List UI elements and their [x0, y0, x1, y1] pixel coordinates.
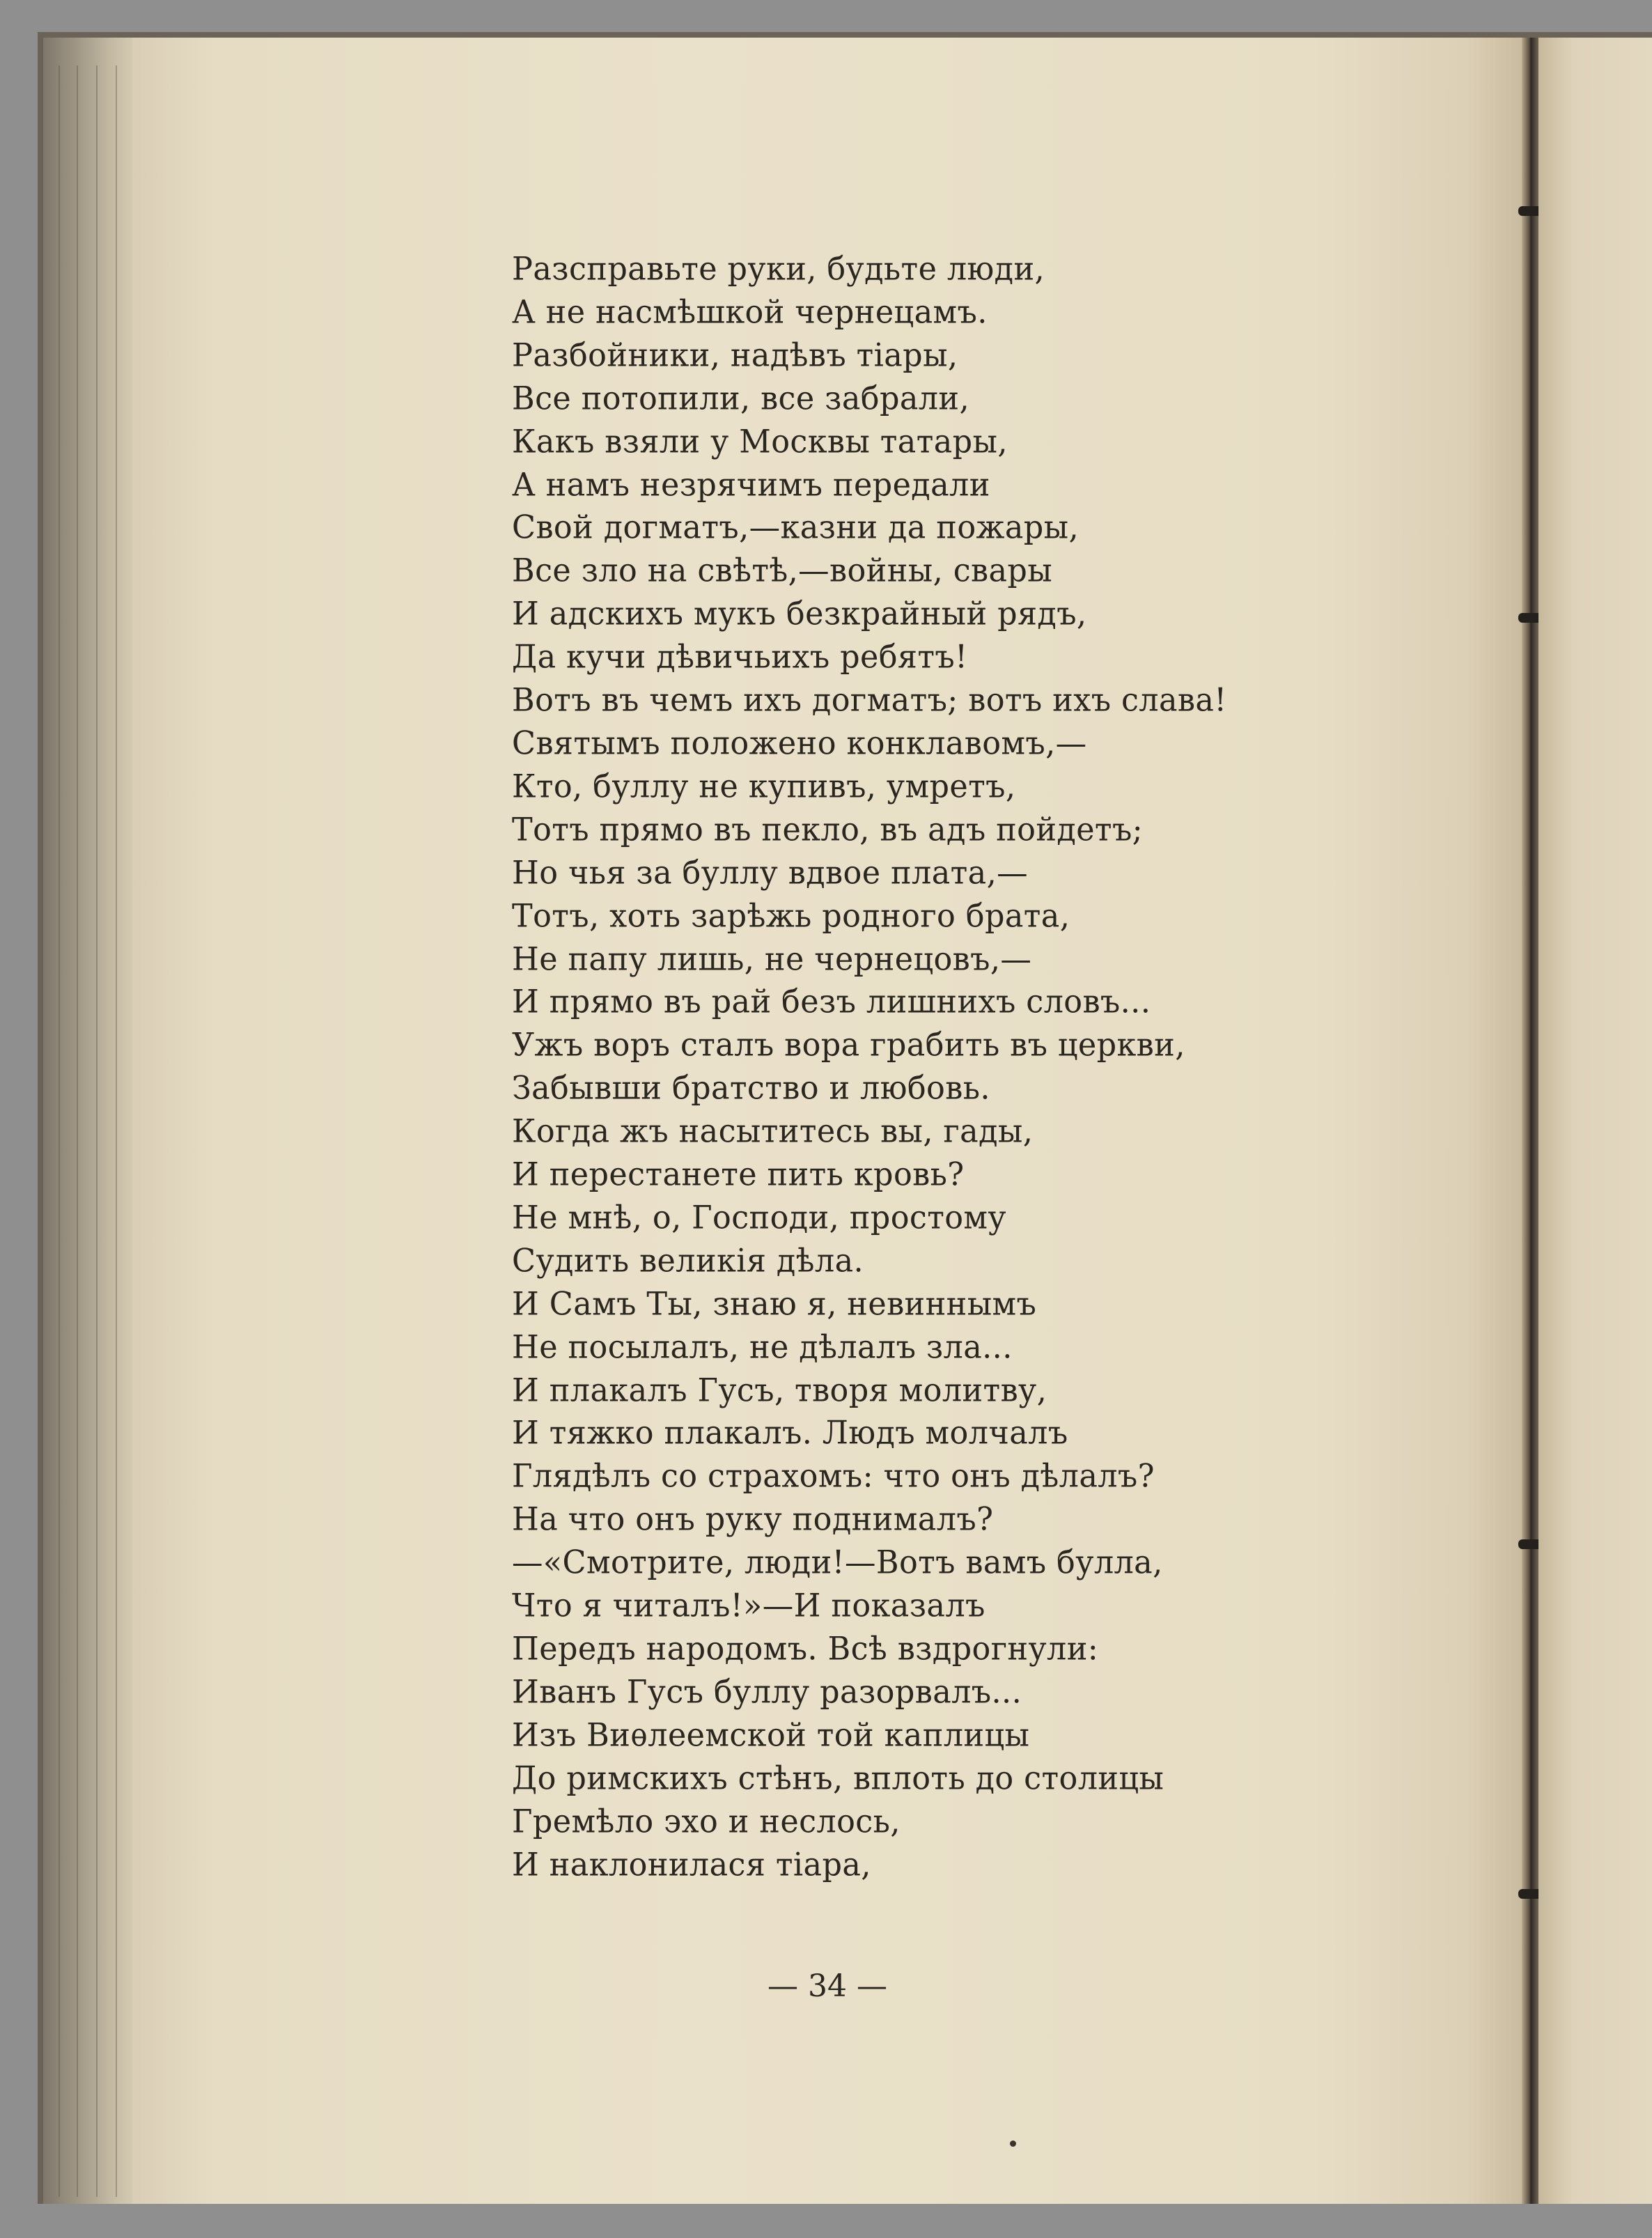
poem-line: Передъ народомъ. Всѣ вздрогнули: [512, 1631, 1099, 1668]
poem-line: И наклонилася тіара, [512, 1847, 871, 1883]
poem-line: Разсправьте руки, будьте люди, [512, 251, 1045, 288]
page-edge-line [96, 65, 98, 2197]
facing-page [1538, 38, 1652, 2204]
poem-line: Иванъ Гусъ буллу разорвалъ... [512, 1674, 1022, 1711]
poem-line: Тотъ прямо въ пекло, въ адъ пойдетъ; [512, 811, 1144, 848]
page-edge-line [59, 65, 60, 2197]
poem-line: Но чья за буллу вдвое плата,— [512, 855, 1029, 892]
poem-line: Кто, буллу не купивъ, умретъ, [512, 768, 1016, 805]
poem-line: Судить великія дѣла. [512, 1243, 864, 1280]
poem-line: Святымъ положено конклавомъ,— [512, 725, 1087, 762]
poem-line: И плакалъ Гусъ, творя молитву, [512, 1372, 1047, 1409]
poem-line: Разбойники, надѣвъ тіары, [512, 337, 958, 374]
page-number: — 34 — [767, 1968, 887, 2004]
poem-line: Не посылалъ, не дѣлалъ зла... [512, 1329, 1013, 1366]
poem-line: —«Смотрите, люди!—Вотъ вамъ булла, [512, 1544, 1163, 1581]
book-gutter [1522, 38, 1538, 2204]
poem-line: И прямо въ рай безъ лишнихъ словъ... [512, 984, 1151, 1020]
poem-line: Все зло на свѣтѣ,—войны, свары [512, 552, 1053, 589]
poem-line: Не мнѣ, о, Господи, простому [512, 1199, 1007, 1236]
poem-line: И перестанете пить кровь? [512, 1156, 965, 1193]
ink-speck [1010, 2140, 1016, 2147]
page-edge-line [116, 65, 117, 2197]
poem-line: До римскихъ стѣнъ, вплоть до столицы [512, 1760, 1164, 1797]
poem-line: Когда жъ насытитесь вы, гады, [512, 1113, 1034, 1150]
poem-line: Какъ взяли у Москвы татары, [512, 423, 1008, 460]
poem-line: Все потопили, все забрали, [512, 380, 970, 417]
poem-line: Гремѣло эхо и неслось, [512, 1803, 901, 1840]
poem-line: Тотъ, хоть зарѣжь родного брата, [512, 898, 1070, 935]
poem-line: И тяжко плакалъ. Людъ молчалъ [512, 1415, 1068, 1452]
poem-line: И адскихъ мукъ безкрайный рядъ, [512, 596, 1087, 632]
page-edge-line [77, 65, 78, 2197]
poem-line: Вотъ въ чемъ ихъ догматъ; вотъ ихъ слава! [512, 682, 1227, 719]
poem-text [512, 248, 1501, 1886]
poem-line: Глядѣлъ со страхомъ: что онъ дѣлалъ? [512, 1458, 1155, 1495]
book-page-edges [43, 38, 141, 2204]
poem-line: На что онъ руку поднималъ? [512, 1501, 994, 1538]
poem-line: И Самъ Ты, знаю я, невиннымъ [512, 1286, 1037, 1323]
poem-line: Ужъ воръ сталъ вора грабить въ церкви, [512, 1027, 1185, 1064]
poem-line: А намъ незрячимъ передали [512, 467, 990, 504]
poem-line: А не насмѣшкой чернецамъ. [512, 294, 988, 331]
poem-line: Забывши братство и любовь. [512, 1070, 990, 1107]
poem-line: Что я читалъ!»—И показалъ [512, 1587, 985, 1624]
poem-line: Не папу лишь, не чернецовъ,— [512, 940, 1032, 978]
poem-line: Свой догматъ,—казни да пожары, [512, 509, 1080, 546]
poem-line: Изъ Виѳлеемской той каплицы [512, 1717, 1030, 1754]
poem-line: Да кучи дѣвичьихъ ребятъ! [512, 639, 968, 676]
